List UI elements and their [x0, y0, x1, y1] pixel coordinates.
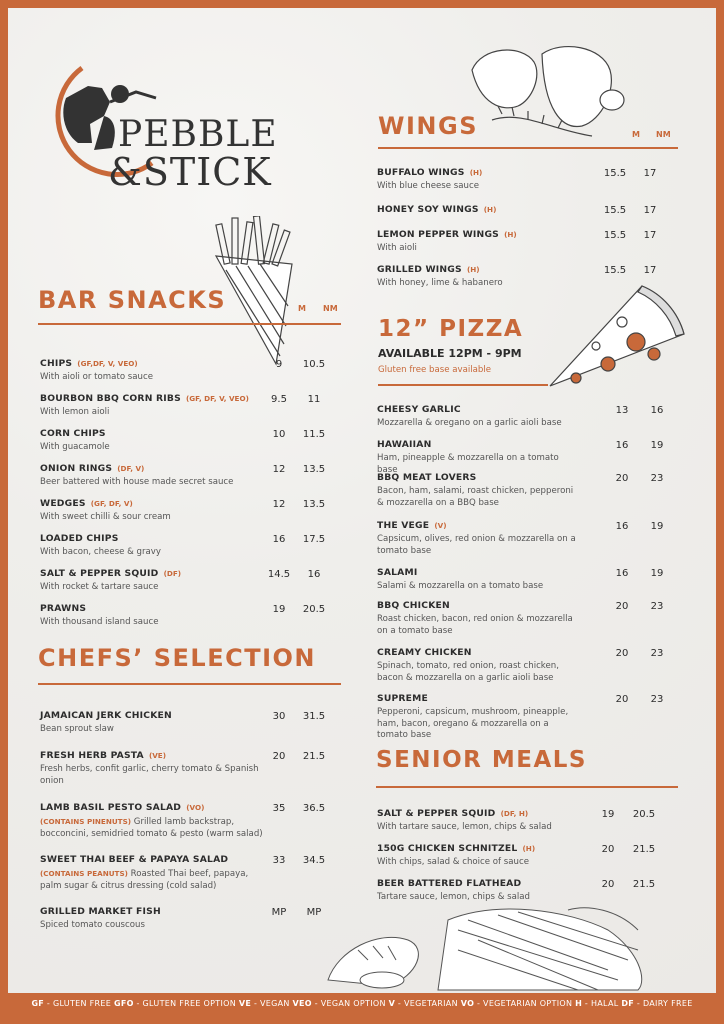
item-allergen-note: (CONTAINS PINENUTS): [40, 817, 132, 826]
item-dietary-tag: (H): [504, 230, 517, 239]
member-price: 15.5: [603, 205, 627, 216]
member-price: 19: [601, 809, 615, 820]
non-member-price: 19: [650, 521, 664, 532]
chefs-selection-rule: [38, 683, 341, 685]
pizza-item: [377, 560, 577, 593]
item-description: [40, 477, 270, 489]
item-name: WEDGES: [40, 498, 86, 509]
non-member-price: 16: [307, 569, 321, 580]
senior-item: [377, 801, 587, 834]
wings-m-header: M: [632, 130, 640, 139]
item-name-line: [377, 222, 607, 241]
pizza-item: [377, 593, 577, 637]
senior-meals-title: SENIOR MEALS: [376, 747, 587, 773]
non-member-price: 10.5: [302, 359, 326, 370]
bar-snacks-item: [40, 421, 270, 454]
item-description-text: With thousand island sauce: [40, 617, 159, 627]
brand-line1: PEBBLE: [118, 114, 278, 155]
non-member-price: 17: [643, 205, 657, 216]
non-member-price: 20.5: [632, 809, 656, 820]
pizza-slice-illustration-icon: [546, 282, 686, 390]
item-description-text: Mozzarella & oregano on a garlic aioli base: [377, 418, 562, 428]
non-member-price: 23: [650, 601, 664, 612]
member-price: 10: [272, 429, 286, 440]
item-name: FRESH HERB PASTA: [40, 750, 144, 761]
pizza-item: [377, 465, 577, 509]
item-dietary-tag: (VE): [148, 751, 166, 760]
legend-text: - GLUTEN FREE: [44, 999, 114, 1008]
brand-line2: &STICK: [108, 150, 272, 194]
item-description-text: Beer battered with house made secret sauce: [40, 477, 234, 487]
item-dietary-tag: (H): [522, 844, 536, 853]
legend-code: VEO: [292, 999, 312, 1008]
legend-text: - VEGAN OPTION: [311, 999, 389, 1008]
wings-rule: [378, 147, 678, 149]
item-description-text: Spinach, tomato, red onion, roast chicken, bacon & mozzarella on a garlic aioli base: [377, 661, 559, 683]
item-name-line: [40, 703, 270, 722]
item-name: 150G CHICKEN SCHNITZEL: [377, 843, 518, 854]
item-name: ONION RINGS: [40, 463, 113, 474]
non-member-price: 16: [650, 405, 664, 416]
bar-snacks-item: [40, 491, 270, 524]
member-price: 20: [601, 879, 615, 890]
item-name-line: [40, 847, 270, 866]
item-description: [377, 486, 577, 509]
item-dietary-tag: (H): [469, 168, 483, 177]
item-description-text: With rocket & tartare sauce: [40, 582, 159, 592]
member-price: 9.5: [271, 394, 287, 405]
bar-snacks-item: [40, 526, 270, 559]
non-member-price: 19: [650, 568, 664, 579]
legend-code: VE: [238, 999, 252, 1008]
item-description-text: With chips, salad & choice of sauce: [377, 857, 529, 867]
item-name: SUPREME: [377, 693, 428, 704]
item-name-line: [40, 351, 270, 370]
item-description: [377, 418, 577, 430]
item-name-line: [40, 561, 270, 580]
chicken-wings-illustration-icon: [462, 40, 632, 150]
item-name: BOURBON BBQ CORN RIBS: [40, 393, 181, 404]
non-member-price: 23: [650, 648, 664, 659]
item-description-text: With honey, lime & habanero: [377, 278, 503, 288]
item-description: [40, 582, 270, 594]
member-price: 20: [615, 648, 629, 659]
item-description-text: With lemon aioli: [40, 407, 110, 417]
bar-snacks-item: [40, 596, 270, 629]
member-price: 20: [615, 601, 629, 612]
item-name: CHEESY GARLIC: [377, 404, 461, 415]
senior-meals-rule: [376, 786, 678, 788]
item-description-text: Salami & mozzarella on a tomato base: [377, 581, 544, 591]
non-member-price: 21.5: [302, 751, 326, 762]
item-name: SALAMI: [377, 567, 418, 578]
pizza-title: 12” PIZZA: [378, 316, 524, 342]
bar-snacks-m-header: M: [298, 304, 306, 313]
item-name: CORN CHIPS: [40, 428, 106, 439]
bar-snacks-title: BAR SNACKS: [38, 286, 227, 314]
non-member-price: 17: [643, 265, 657, 276]
non-member-price: 34.5: [302, 855, 326, 866]
non-member-price: 20.5: [302, 604, 326, 615]
fish-and-chips-illustration-icon: [318, 890, 704, 993]
item-name-line: [377, 197, 607, 216]
wings-nm-header: NM: [656, 130, 671, 139]
wings-item: [377, 222, 607, 255]
member-price: MP: [271, 907, 287, 918]
item-dietary-tag: (VO): [186, 803, 205, 812]
member-price: 16: [272, 534, 286, 545]
item-name: SALT & PEPPER SQUID: [40, 568, 159, 579]
member-price: 12: [272, 499, 286, 510]
bar-snacks-item: [40, 561, 270, 594]
pizza-item: [377, 397, 577, 430]
item-name: SWEET THAI BEEF & PAPAYA SALAD: [40, 854, 229, 865]
chefs-selection-title: CHEFS’ SELECTION: [38, 644, 317, 672]
wings-item: [377, 160, 607, 193]
item-name-line: [377, 836, 587, 855]
member-price: 33: [272, 855, 286, 866]
item-description-text: Ham, pineapple & mozzarella on a tomato base: [377, 453, 559, 475]
non-member-price: 31.5: [302, 711, 326, 722]
member-price: 20: [601, 844, 615, 855]
item-description: [377, 892, 587, 904]
item-name-line: [377, 593, 577, 612]
non-member-price: 13.5: [302, 464, 326, 475]
member-price: 20: [615, 473, 629, 484]
item-name: BBQ CHICKEN: [377, 600, 450, 611]
item-description: [40, 372, 270, 384]
item-description-text: Roasted Thai beef, papaya, palm sugar & citrus dressing (cold salad): [40, 869, 249, 891]
item-description: [40, 920, 270, 932]
item-name-line: [40, 795, 270, 814]
pizza-item: [377, 686, 577, 742]
item-description: [40, 442, 270, 454]
item-description-text: Pepperoni, capsicum, mushroom, pineapple, ham, bacon, oregano & mozzarella on a tomato base: [377, 707, 569, 740]
item-description-text: With blue cheese sauce: [377, 181, 479, 191]
item-name-line: [40, 596, 270, 615]
item-description: [377, 661, 577, 684]
item-name-line: [377, 465, 577, 484]
item-description-text: Bean sprout slaw: [40, 724, 114, 734]
non-member-price: 21.5: [632, 879, 656, 890]
non-member-price: 19: [650, 440, 664, 451]
pizza-gf-note: Gluten free base available: [378, 365, 492, 375]
member-price: 13: [615, 405, 629, 416]
item-dietary-tag: (DF): [163, 569, 182, 578]
member-price: 15.5: [603, 265, 627, 276]
item-name-line: [377, 513, 577, 532]
chefs-item: [40, 743, 270, 787]
item-name-line: [377, 871, 587, 890]
pizza-rule: [378, 384, 548, 386]
item-description: [377, 614, 577, 637]
item-allergen-note: (CONTAINS PEANUTS): [40, 869, 128, 878]
item-name-line: [377, 640, 577, 659]
item-name: BUFFALO WINGS: [377, 167, 465, 178]
item-description: [377, 857, 587, 869]
legend-text: - VEGETARIAN OPTION: [474, 999, 576, 1008]
item-name-line: [40, 456, 270, 475]
non-member-price: 17: [643, 168, 657, 179]
non-member-price: 11: [307, 394, 321, 405]
item-description: [40, 816, 270, 840]
legend-text: - GLUTEN FREE OPTION: [133, 999, 239, 1008]
item-dietary-tag: (GF,DF, V, VEO): [77, 359, 138, 368]
member-price: 35: [272, 803, 286, 814]
item-description-text: Spiced tomato couscous: [40, 920, 145, 930]
item-name-line: [40, 421, 270, 440]
item-name-line: [40, 899, 270, 918]
legend-code: DF: [621, 999, 635, 1008]
chefs-item: [40, 795, 270, 840]
bar-snacks-nm-header: NM: [323, 304, 338, 313]
member-price: 14.5: [267, 569, 291, 580]
item-description-text: With sweet chilli & sour cream: [40, 512, 171, 522]
wings-item: [377, 197, 607, 216]
item-description: [40, 724, 270, 736]
item-description: [40, 547, 270, 559]
member-price: 30: [272, 711, 286, 722]
chefs-item: [40, 847, 270, 892]
item-name: BBQ MEAT LOVERS: [377, 472, 477, 483]
item-name-line: [377, 801, 587, 820]
dietary-legend: [0, 993, 724, 1024]
chefs-item: [40, 703, 270, 736]
member-price: 15.5: [603, 230, 627, 241]
item-description: [377, 707, 577, 742]
legend-code: H: [575, 999, 583, 1008]
non-member-price: 23: [650, 473, 664, 484]
item-name-line: [40, 526, 270, 545]
item-name: PRAWNS: [40, 603, 87, 614]
item-dietary-tag: (DF, V): [117, 464, 145, 473]
item-name: CREAMY CHICKEN: [377, 647, 472, 658]
non-member-price: 17.5: [302, 534, 326, 545]
member-price: 16: [615, 568, 629, 579]
member-price: 20: [615, 694, 629, 705]
item-dietary-tag: (H): [466, 265, 480, 274]
non-member-price: 17: [643, 230, 657, 241]
item-name: LAMB BASIL PESTO SALAD: [40, 802, 182, 813]
legend-text: - HALAL: [582, 999, 622, 1008]
item-name: BEER BATTERED FLATHEAD: [377, 878, 522, 889]
legend-text: - VEGAN: [251, 999, 293, 1008]
item-description-text: With tartare sauce, lemon, chips & salad: [377, 822, 552, 832]
item-dietary-tag: (H): [483, 205, 497, 214]
member-price: 16: [615, 440, 629, 451]
legend-code: V: [388, 999, 396, 1008]
item-name: JAMAICAN JERK CHICKEN: [40, 710, 172, 721]
legend-code: GFO: [113, 999, 134, 1008]
bar-snacks-item: [40, 351, 270, 384]
bar-snacks-item: [40, 456, 270, 489]
item-name: SALT & PEPPER SQUID: [377, 808, 496, 819]
item-description-text: With aioli or tomato sauce: [40, 372, 154, 382]
item-description: [377, 243, 607, 255]
item-dietary-tag: (GF, DF, V, VEO): [186, 394, 249, 403]
member-price: 19: [272, 604, 286, 615]
item-dietary-tag: (V): [434, 521, 447, 530]
item-description-text: Fresh herbs, confit garlic, cherry tomato & Spanish onion: [40, 764, 259, 786]
item-name: GRILLED MARKET FISH: [40, 906, 161, 917]
item-description: [377, 278, 607, 290]
item-name-line: [377, 686, 577, 705]
item-description: [40, 764, 270, 787]
item-description: [40, 407, 270, 419]
item-name-line: [40, 491, 270, 510]
item-name-line: [377, 397, 577, 416]
non-member-price: 13.5: [302, 499, 326, 510]
non-member-price: 36.5: [302, 803, 326, 814]
item-name: LEMON PEPPER WINGS: [377, 229, 499, 240]
non-member-price: MP: [306, 907, 322, 918]
item-description: [40, 617, 270, 629]
non-member-price: 21.5: [632, 844, 656, 855]
legend-text: - DAIRY FREE: [634, 999, 693, 1008]
item-description-text: Bacon, ham, salami, roast chicken, pepperoni & mozzarella on a BBQ base: [377, 486, 574, 508]
bar-snacks-item: [40, 386, 270, 419]
item-dietary-tag: (DF, H): [500, 809, 529, 818]
non-member-price: 23: [650, 694, 664, 705]
legend-code: VO: [460, 999, 475, 1008]
item-name: GRILLED WINGS: [377, 264, 462, 275]
item-description: [40, 868, 270, 892]
non-member-price: 11.5: [302, 429, 326, 440]
member-price: 16: [615, 521, 629, 532]
bar-snacks-rule: [38, 323, 341, 325]
member-price: 9: [275, 359, 283, 370]
item-description: [377, 822, 587, 834]
item-description-text: Capsicum, olives, red onion & mozzarella on a tomato base: [377, 534, 576, 556]
legend-code: GF: [31, 999, 45, 1008]
item-description-text: Tartare sauce, lemon, chips & salad: [377, 892, 531, 902]
item-name: THE VEGE: [377, 520, 430, 531]
item-name-line: [40, 386, 270, 405]
item-name: HAWAIIAN: [377, 439, 432, 450]
item-name-line: [377, 432, 577, 451]
item-description: [40, 512, 270, 524]
item-name-line: [377, 160, 607, 179]
item-description: [377, 534, 577, 557]
pizza-item: [377, 640, 577, 684]
member-price: 12: [272, 464, 286, 475]
item-description-text: With guacamole: [40, 442, 110, 452]
item-name-line: [40, 743, 270, 762]
item-name: HONEY SOY WINGS: [377, 204, 479, 215]
item-name-line: [377, 257, 607, 276]
member-price: 15.5: [603, 168, 627, 179]
item-description: [377, 581, 577, 593]
item-description-text: With bacon, cheese & gravy: [40, 547, 161, 557]
pizza-availability: AVAILABLE 12PM - 9PM: [378, 347, 522, 360]
wings-item: [377, 257, 607, 290]
item-description-text: Grilled lamb backstrap, bocconcini, semidried tomato & pesto (warm salad): [40, 817, 263, 839]
item-description: [377, 181, 607, 193]
member-price: 20: [272, 751, 286, 762]
wings-title: WINGS: [378, 112, 478, 140]
item-name: CHIPS: [40, 358, 73, 369]
item-description-text: With aioli: [377, 243, 417, 253]
item-name: LOADED CHIPS: [40, 533, 119, 544]
item-dietary-tag: (GF, DF, V): [90, 499, 133, 508]
pizza-item: [377, 513, 577, 557]
senior-item: [377, 871, 587, 904]
senior-item: [377, 836, 587, 869]
legend-text: - VEGETARIAN: [395, 999, 461, 1008]
item-name-line: [377, 560, 577, 579]
item-description-text: Roast chicken, bacon, red onion & mozzarella on a tomato base: [377, 614, 573, 636]
chefs-item: [40, 899, 270, 932]
